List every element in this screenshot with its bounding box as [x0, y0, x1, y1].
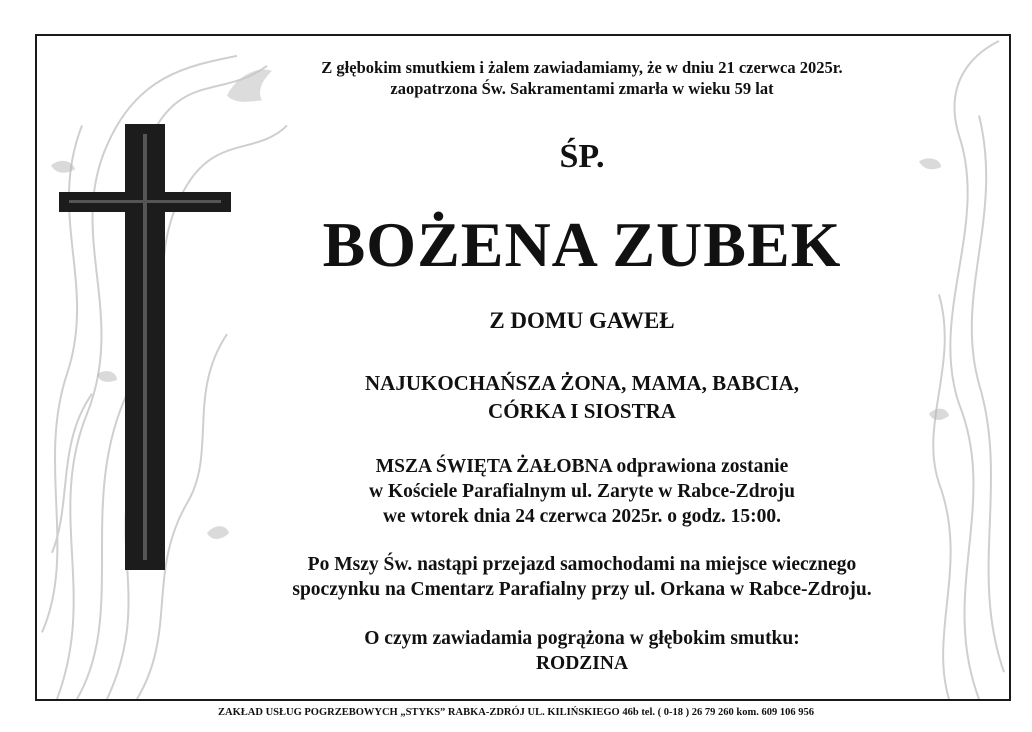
intro-line-1: Z głębokim smutkiem i żalem zawiadamiamy, że w dniu 21 czerwca 2025r.: [321, 58, 843, 77]
procession-line-1: Po Mszy Św. nastąpi przejazd samochodami na miejsce wiecznego: [307, 554, 857, 575]
notice-frame: [35, 34, 1011, 701]
mass-line-2: w Kościele Parafialnym ul. Zaryte w Rabce-Zdroju: [369, 481, 795, 502]
maiden-name: Z DOMU GAWEŁ: [489, 308, 675, 333]
notice-content: [227, 36, 937, 699]
procession-line-2: spoczynku na Cmentarz Parafialny przy ul. Orkana w Rabce-Zdroju.: [292, 579, 872, 600]
cross-icon: [59, 124, 231, 570]
funeral-home-footer: ZAKŁAD USŁUG POGRZEBOWYCH „STYKS” RABKA-ZDRÓJ UL. KILIŃSKIEGO 46b tel. ( 0-18 ) 26 79 260 kom. 609 106 956: [218, 707, 814, 718]
mass-title: MSZA ŚWIĘTA ŻAŁOBNA: [375, 456, 612, 477]
mass-line-3: we wtorek dnia 24 czerwca 2025r. o godz. 15:00.: [382, 506, 782, 527]
closing-line-2: RODZINA: [535, 653, 629, 674]
relations-line-1: NAJUKOCHAŃSZA ŻONA, MAMA, BABCIA,: [364, 371, 800, 395]
mass-line-1-rest: odprawiona zostanie: [611, 456, 789, 477]
closing-line-1: O czym zawiadamia pogrążona w głębokim smutku:: [364, 628, 800, 649]
deceased-name: BOŻENA ZUBEK: [322, 209, 842, 280]
honorific: ŚP.: [559, 138, 605, 175]
intro-line-2: zaopatrzona Św. Sakramentami zmarła w wieku 59 lat: [390, 79, 774, 98]
relations-line-2: CÓRKA I SIOSTRA: [488, 399, 676, 423]
mass-line-1: [227, 454, 937, 479]
